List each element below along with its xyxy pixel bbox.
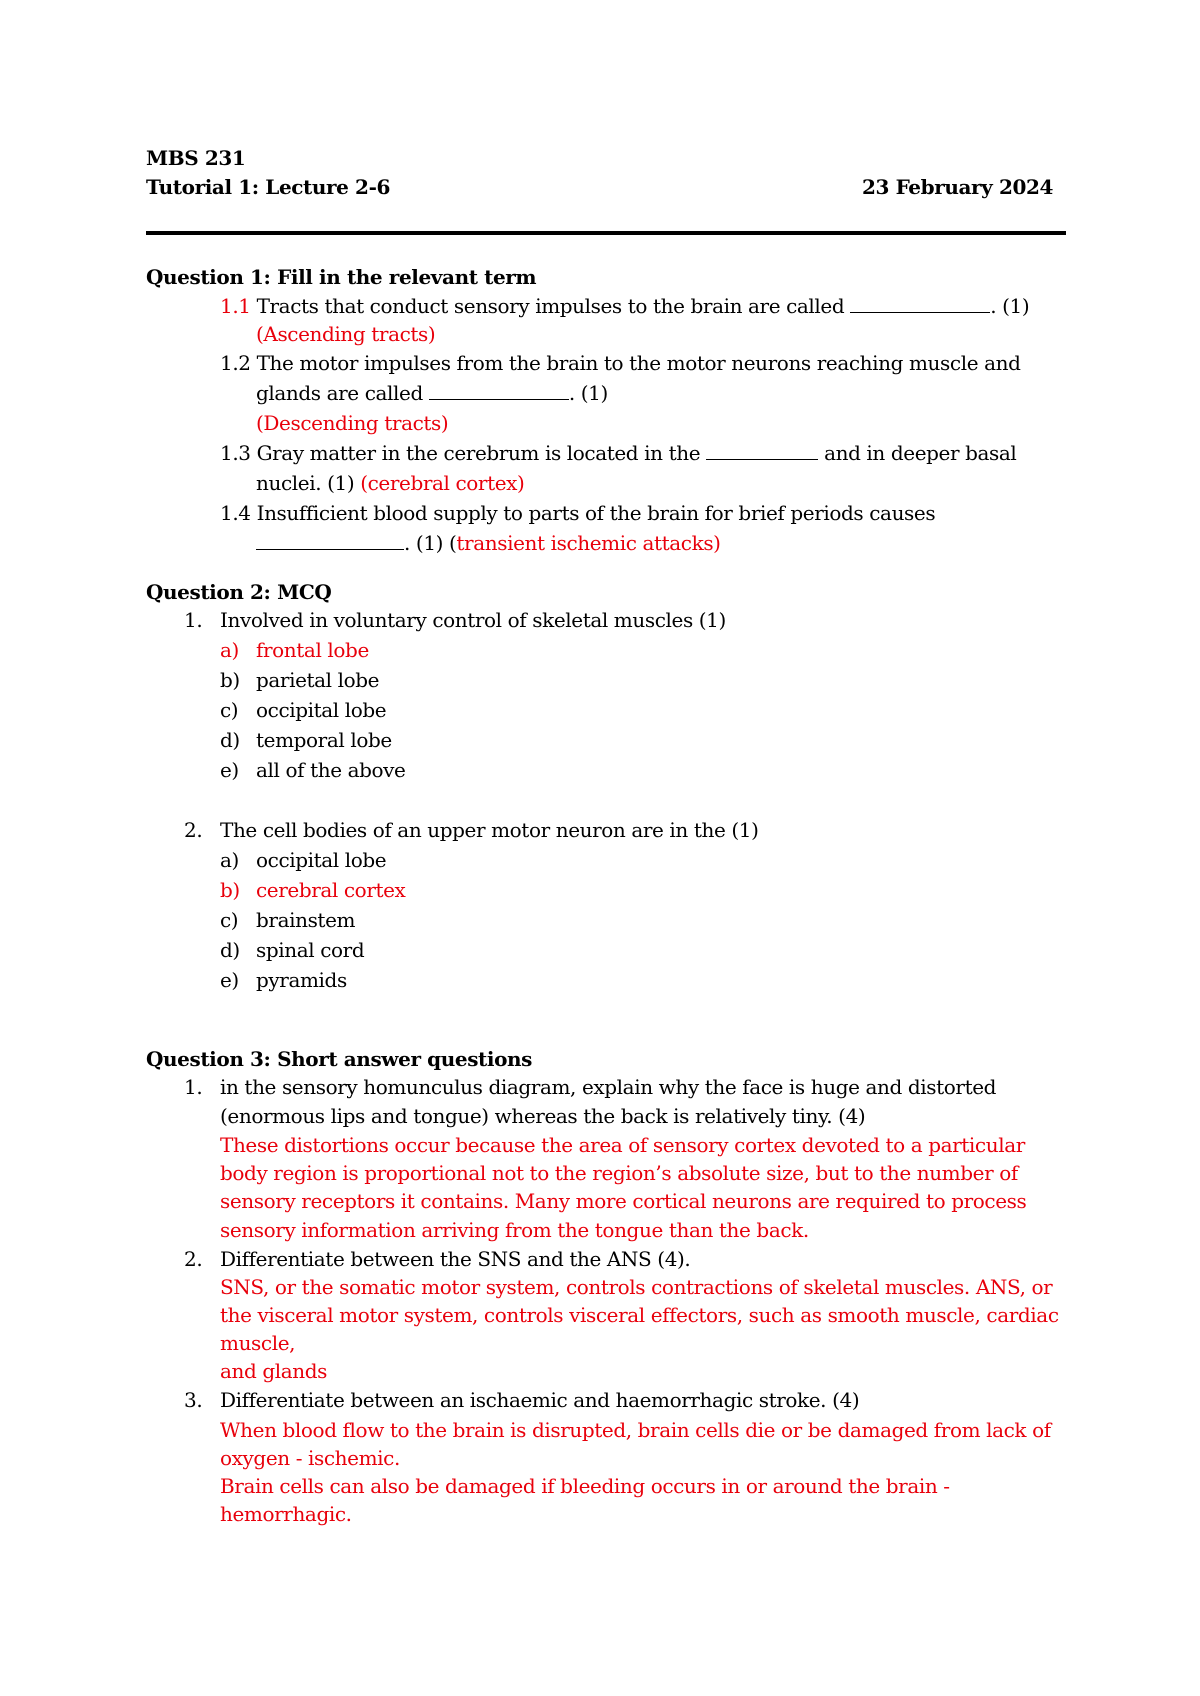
q1-item-mark: . (1) ( [404, 531, 457, 555]
q1-item-1 [220, 294, 1029, 318]
saq-question-line: (enormous lips and tongue) whereas the back is relatively tiny. (4) [220, 1104, 866, 1128]
mcq-question: The cell bodies of an upper motor neuron are in the (1) [220, 818, 759, 842]
q1-answer-3: (cerebral cortex) [360, 471, 525, 495]
q1-item-2 [220, 351, 1021, 375]
saq-answer-line: sensory information arriving from the tongue than the back. [220, 1218, 809, 1242]
fill-blank [429, 381, 569, 400]
q1-item-4-line2 [256, 531, 721, 555]
saq-answer-line: muscle, [220, 1331, 296, 1355]
mcq-option: occipital lobe [256, 698, 387, 722]
mcq-option: pyramids [256, 968, 347, 992]
q1-item-3-line2 [256, 471, 524, 495]
q1-answer-2: (Descending tracts) [256, 411, 449, 435]
q1-answer-4: transient ischemic attacks) [456, 531, 721, 555]
fill-blank [256, 531, 404, 550]
header-divider [146, 231, 1066, 235]
q1-item-text-tail: and in deeper basal [818, 441, 1017, 465]
mcq-option-letter: c) [220, 908, 239, 932]
tutorial-date: 23 February 2024 [862, 175, 1054, 199]
saq-answer-line: When blood flow to the brain is disrupted, brain cells die or be damaged from lack of [220, 1418, 1051, 1442]
course-code: MBS 231 [146, 146, 246, 170]
q1-item-2-line2 [256, 381, 608, 405]
mcq-option-letter: c) [220, 698, 239, 722]
mcq-option-letter: b) [220, 878, 240, 902]
saq-number: 3. [184, 1388, 203, 1412]
saq-number: 1. [184, 1075, 203, 1099]
mcq-option-letter: d) [220, 938, 240, 962]
mcq-number: 1. [184, 608, 203, 632]
q1-answer-1: (Ascending tracts) [256, 322, 436, 346]
saq-answer-line: body region is proportional not to the region’s absolute size, but to the number of [220, 1161, 1018, 1185]
mcq-option-correct: frontal lobe [256, 638, 369, 662]
saq-answer-line: hemorrhagic. [220, 1502, 352, 1526]
saq-answer-line: the visceral motor system, controls visceral effectors, such as smooth muscle, cardiac [220, 1303, 1059, 1327]
mcq-option-letter: d) [220, 728, 240, 752]
saq-answer-line: These distortions occur because the area of sensory cortex devoted to a particular [220, 1133, 1025, 1157]
q2-title: Question 2: MCQ [146, 580, 332, 604]
q1-item-number: 1.4 [220, 501, 251, 525]
q1-item-text: glands are called [256, 381, 429, 405]
mcq-option: spinal cord [256, 938, 365, 962]
q1-item-3 [220, 441, 1016, 465]
q1-item-text: Gray matter in the cerebrum is located in the [250, 441, 707, 465]
mcq-option: temporal lobe [256, 728, 392, 752]
mcq-number: 2. [184, 818, 203, 842]
saq-answer-line: SNS, or the somatic motor system, controls contractions of skeletal muscles. ANS, or [220, 1275, 1053, 1299]
mcq-option-correct: cerebral cortex [256, 878, 406, 902]
saq-question-line: in the sensory homunculus diagram, explain why the face is huge and distorted [220, 1075, 997, 1099]
mcq-option-letter: a) [220, 638, 239, 662]
saq-number: 2. [184, 1247, 203, 1271]
mcq-option-letter: a) [220, 848, 239, 872]
mcq-option: occipital lobe [256, 848, 387, 872]
q1-item-4 [220, 501, 935, 525]
mcq-option: all of the above [256, 758, 406, 782]
q1-item-text: Tracts that conduct sensory impulses to the brain are called [250, 294, 851, 318]
mcq-option-letter: b) [220, 668, 240, 692]
mcq-option: parietal lobe [256, 668, 380, 692]
tutorial-title: Tutorial 1: Lecture 2-6 [146, 175, 390, 199]
fill-blank [706, 441, 818, 460]
q1-title: Question 1: Fill in the relevant term [146, 265, 537, 289]
q1-item-text: nuclei. (1) [256, 471, 361, 495]
q1-item-number: 1.2 [220, 351, 251, 375]
mcq-question: Involved in voluntary control of skeletal muscles (1) [220, 608, 726, 632]
saq-answer-line: and glands [220, 1359, 328, 1383]
saq-answer-line: sensory receptors it contains. Many more cortical neurons are required to process [220, 1189, 1027, 1213]
q1-item-mark: . (1) [990, 294, 1030, 318]
saq-answer-line: Brain cells can also be damaged if bleeding occurs in or around the brain - [220, 1474, 950, 1498]
q1-item-text: The motor impulses from the brain to the motor neurons reaching muscle and [250, 351, 1021, 375]
saq-answer-line: oxygen - ischemic. [220, 1446, 400, 1470]
mcq-option: brainstem [256, 908, 356, 932]
q1-item-number: 1.1 [220, 294, 251, 318]
q3-title: Question 3: Short answer questions [146, 1047, 533, 1071]
q1-item-text: Insufficient blood supply to parts of the brain for brief periods causes [250, 501, 936, 525]
q1-item-number: 1.3 [220, 441, 251, 465]
q1-item-mark: . (1) [568, 381, 608, 405]
saq-question-line: Differentiate between an ischaemic and haemorrhagic stroke. (4) [220, 1388, 860, 1412]
fill-blank [850, 294, 990, 313]
mcq-option-letter: e) [220, 968, 239, 992]
saq-question-line: Differentiate between the SNS and the ANS (4). [220, 1247, 691, 1271]
mcq-option-letter: e) [220, 758, 239, 782]
